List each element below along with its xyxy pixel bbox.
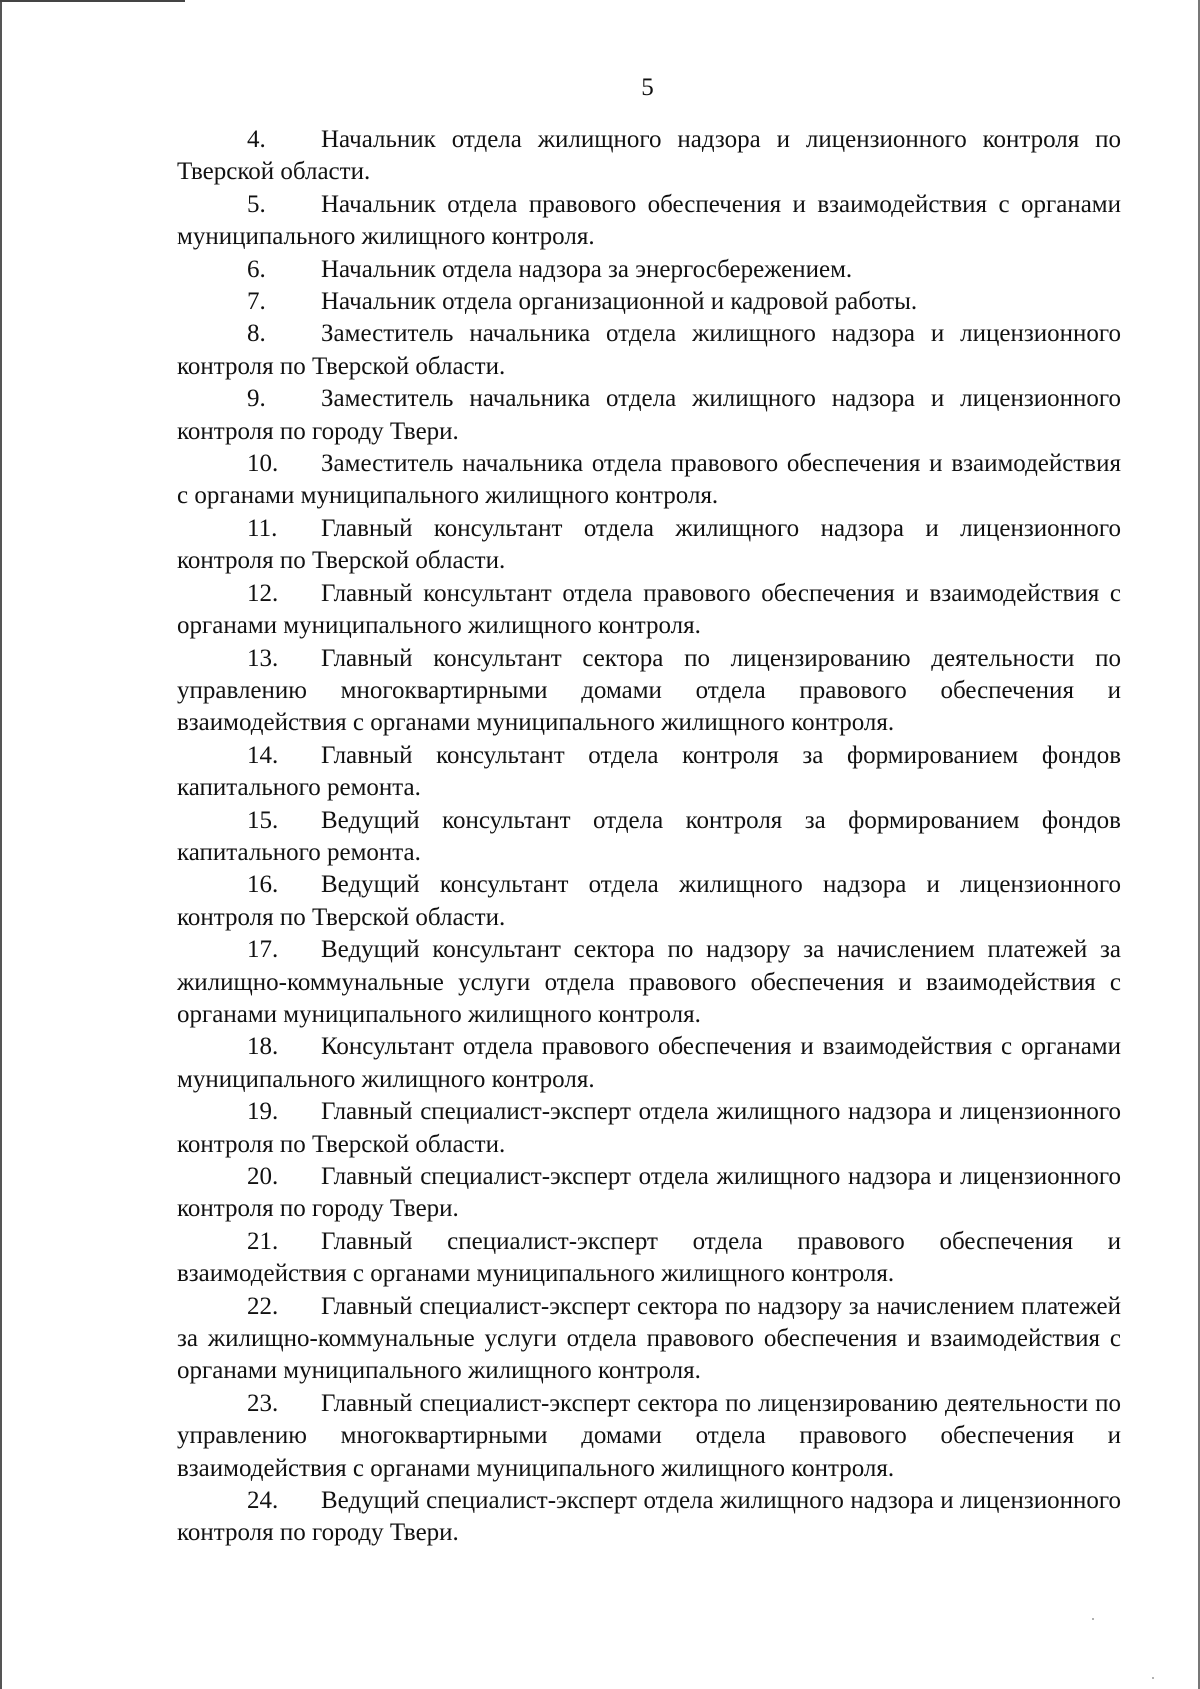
item-number: 16.: [247, 871, 279, 899]
list-item: [177, 934, 1121, 1031]
list-item: [177, 643, 1121, 740]
item-number: 19.: [247, 1098, 279, 1126]
item-number: 12.: [247, 579, 279, 607]
list-item: [177, 1291, 1121, 1388]
item-text: Главный консультант отдела правового обеспечения и взаимодействия с органами муниципального жилищного контроля.: [177, 579, 1121, 640]
list-item: [177, 869, 1121, 934]
list-item: [177, 1161, 1121, 1226]
item-text: Начальник отдела надзора за энергосбережением.: [321, 255, 853, 283]
list-item: [177, 1096, 1121, 1161]
scan-top-edge: [0, 0, 185, 2]
item-text: Главный специалист-эксперт отдела жилищного надзора и лицензионного контроля по городу Твери.: [177, 1163, 1121, 1223]
item-text: Главный консультант отдела жилищного надзора и лицензионного контроля по Тверской области.: [177, 514, 1121, 575]
item-number: 18.: [247, 1033, 279, 1061]
item-number: 6.: [247, 255, 266, 283]
list-item: [177, 1485, 1121, 1550]
item-number: 23.: [247, 1389, 279, 1417]
scan-left-edge: [0, 0, 2, 1689]
item-number: 5.: [247, 190, 266, 218]
item-number: 24.: [247, 1487, 279, 1515]
item-text: Ведущий консультант отдела жилищного надзора и лицензионного контроля по Тверской области.: [177, 871, 1121, 931]
list-item: [177, 1031, 1121, 1096]
item-text: Начальник отдела жилищного надзора и лицензионного контроля по Тверской области.: [177, 126, 1121, 186]
list-item: [177, 383, 1121, 448]
item-number: 17.: [247, 936, 279, 964]
item-text: Главный специалист-эксперт отдела правового обеспечения и взаимодействия с органами муниципального жилищного контроля.: [177, 1227, 1121, 1288]
item-text: Начальник отдела организационной и кадровой работы.: [321, 288, 918, 316]
item-text: Главный специалист-эксперт отдела жилищного надзора и лицензионного контроля по Тверской области.: [177, 1098, 1121, 1158]
item-text: Заместитель начальника отдела жилищного надзора и лицензионного контроля по городу Твери.: [177, 385, 1121, 445]
item-number: 13.: [247, 644, 279, 672]
item-text: Главный консультант отдела контроля за формированием фондов капитального ремонта.: [177, 741, 1121, 802]
item-number: 4.: [247, 126, 266, 153]
list-item: [177, 578, 1121, 643]
item-text: Ведущий специалист-эксперт отдела жилищного надзора и лицензионного контроля по городу Твери.: [177, 1487, 1121, 1547]
item-text: Ведущий консультант сектора по надзору за начислением платежей за жилищно-коммунальные услуги отдела правового обеспечения и взаимодействия с органами муниципального жилищного контроля.: [177, 936, 1121, 1028]
item-number: 11.: [247, 514, 278, 542]
list-item: [177, 1388, 1121, 1485]
item-number: 21.: [247, 1227, 279, 1255]
item-text: Главный специалист-эксперт сектора по лицензированию деятельности по управлению многоквартирными домами отдела правового обеспечения и взаимодействия с органами муниципального жилищного контроля.: [177, 1389, 1121, 1482]
list-item: [177, 318, 1121, 383]
item-text: Главный консультант сектора по лицензированию деятельности по управлению многоквартирными домами отдела правового обеспечения и взаимодействия с органами муниципального жилищного контроля.: [177, 644, 1121, 737]
item-text: Главный специалист-эксперт сектора по надзору за начислением платежей за жилищно-коммунальные услуги отдела правового обеспечения и взаимодействия с органами муниципального жилищного контроля.: [177, 1292, 1121, 1385]
item-text: Начальник отдела правового обеспечения и взаимодействия с органами муниципального жилищного контроля.: [177, 190, 1121, 251]
list-item: [177, 513, 1121, 578]
item-number: 7.: [247, 288, 266, 316]
item-text: Заместитель начальника отдела жилищного надзора и лицензионного контроля по Тверской области.: [177, 320, 1121, 380]
item-number: 10.: [247, 450, 279, 478]
list-item: [177, 448, 1121, 513]
item-number: 20.: [247, 1163, 279, 1190]
item-number: 9.: [247, 385, 266, 413]
page-number: 5: [641, 74, 654, 101]
list-item: [177, 740, 1121, 805]
document-body: [177, 124, 1121, 1550]
list-item: [177, 805, 1121, 870]
item-text: Заместитель начальника отдела правового обеспечения и взаимодействия с органами муниципального жилищного контроля.: [177, 450, 1121, 510]
list-item: [177, 254, 1121, 286]
item-text: Консультант отдела правового обеспечения и взаимодействия с органами муниципального жилищного контроля.: [177, 1033, 1121, 1093]
item-number: 8.: [247, 320, 266, 348]
scan-speck: [1092, 1618, 1094, 1620]
item-number: 22.: [247, 1292, 279, 1320]
list-item: [177, 1226, 1121, 1291]
item-text: Ведущий консультант отдела контроля за формированием фондов капитального ремонта.: [177, 806, 1121, 866]
list-item: [177, 124, 1121, 189]
item-number: 15.: [247, 806, 279, 834]
list-item: [177, 189, 1121, 254]
item-number: 14.: [247, 741, 279, 769]
scan-speck: [1152, 1677, 1154, 1679]
list-item: [177, 286, 1121, 318]
